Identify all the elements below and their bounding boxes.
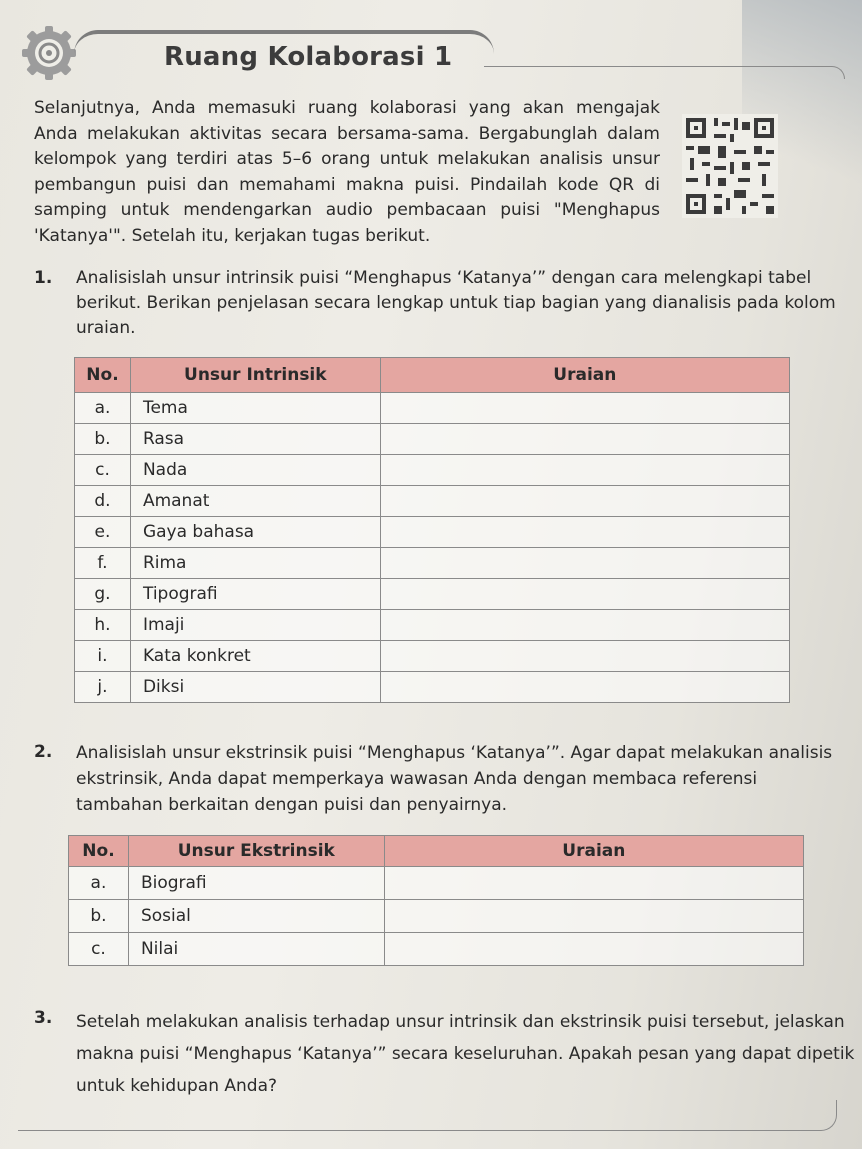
table-row (75, 486, 790, 517)
table-row (69, 900, 804, 933)
question-text: Analisislah unsur ekstrinsik puisi “Menghapus ‘Katanya’”. Agar dapat melakukan analisis ekstrinsik, Anda dapat memperkaya wawasan Anda dengan membaca referensi tambahan berkaitan dengan puisi dan penyairnya. (76, 743, 833, 815)
row-element: Sosial (128, 900, 384, 933)
page-frame (18, 1100, 837, 1131)
row-element: Amanat (130, 486, 380, 517)
column-header-description: Uraian (384, 836, 803, 867)
row-element: Imaji (130, 610, 380, 641)
row-number: e. (75, 517, 131, 548)
row-number: a. (75, 393, 131, 424)
row-number: b. (69, 900, 129, 933)
column-header-element: Unsur Ekstrinsik (128, 836, 384, 867)
question-text: Setelah melakukan analisis terhadap unsur intrinsik dan ekstrinsik puisi tersebut, jelaskan makna puisi “Menghapus ‘Katanya’” secara keseluruhan. Apakah pesan yang dapat dipetik untuk kehidupan Anda? (76, 1012, 855, 1096)
row-element: Diksi (130, 672, 380, 703)
row-element: Tipografi (130, 579, 380, 610)
intrinsic-table (74, 357, 790, 703)
row-description-field[interactable] (380, 424, 789, 455)
table-row (75, 548, 790, 579)
column-header-element: Unsur Intrinsik (130, 358, 380, 393)
row-number: c. (75, 455, 131, 486)
qr-code-icon (682, 114, 778, 218)
row-element: Rima (130, 548, 380, 579)
table-row (75, 641, 790, 672)
table-row (75, 455, 790, 486)
table-row (75, 672, 790, 703)
row-description-field[interactable] (384, 933, 803, 966)
page-title: Ruang Kolaborasi 1 (164, 42, 453, 72)
row-description-field[interactable] (380, 579, 789, 610)
row-number: i. (75, 641, 131, 672)
column-header-no: No. (75, 358, 131, 393)
table-row (75, 424, 790, 455)
row-number: h. (75, 610, 131, 641)
row-element: Tema (130, 393, 380, 424)
intro-paragraph: Selanjutnya, Anda memasuki ruang kolaborasi yang akan mengajak Anda melakukan aktivitas secara bersama-sama. Bergabunglah dalam kelompok yang terdiri atas 5–6 orang untuk melakukan analisis unsur pembangun puisi dan memahami makna puisi. Pindailah kode QR di samping untuk mendengarkan audio pembacaan puisi "Menghapus 'Katanya'". Setelah itu, kerjakan tugas berikut. (34, 98, 660, 246)
row-element: Rasa (130, 424, 380, 455)
table-row (69, 933, 804, 966)
table-row (69, 867, 804, 900)
row-description-field[interactable] (384, 867, 803, 900)
row-number: f. (75, 548, 131, 579)
question-number: 2. (34, 742, 53, 762)
column-header-no: No. (69, 836, 129, 867)
header-divider (484, 66, 845, 79)
row-description-field[interactable] (380, 455, 789, 486)
question-text: Analisislah unsur intrinsik puisi “Menghapus ‘Katanya’” dengan cara melengkapi tabel berikut. Berikan penjelasan secara lengkap untuk tiap bagian yang dianalisis pada kolom uraian. (76, 268, 836, 338)
row-element: Gaya bahasa (130, 517, 380, 548)
row-description-field[interactable] (380, 610, 789, 641)
table-row (75, 579, 790, 610)
row-element: Kata konkret (130, 641, 380, 672)
row-number: a. (69, 867, 129, 900)
row-number: j. (75, 672, 131, 703)
row-element: Nada (130, 455, 380, 486)
row-description-field[interactable] (380, 393, 789, 424)
row-description-field[interactable] (380, 672, 789, 703)
section-header (14, 8, 854, 88)
column-header-description: Uraian (380, 358, 789, 393)
extrinsic-table (68, 835, 804, 966)
row-number: b. (75, 424, 131, 455)
row-description-field[interactable] (384, 900, 803, 933)
question-number: 1. (34, 268, 53, 288)
row-element: Nilai (128, 933, 384, 966)
table-row (75, 393, 790, 424)
row-number: g. (75, 579, 131, 610)
row-number: c. (69, 933, 129, 966)
gear-icon (20, 24, 78, 82)
table-row (75, 610, 790, 641)
question-number: 3. (34, 1008, 53, 1028)
row-description-field[interactable] (380, 517, 789, 548)
table-header-row (75, 358, 790, 393)
row-element: Biografi (128, 867, 384, 900)
row-description-field[interactable] (380, 486, 789, 517)
row-description-field[interactable] (380, 641, 789, 672)
row-number: d. (75, 486, 131, 517)
table-header-row (69, 836, 804, 867)
table-row (75, 517, 790, 548)
row-description-field[interactable] (380, 548, 789, 579)
